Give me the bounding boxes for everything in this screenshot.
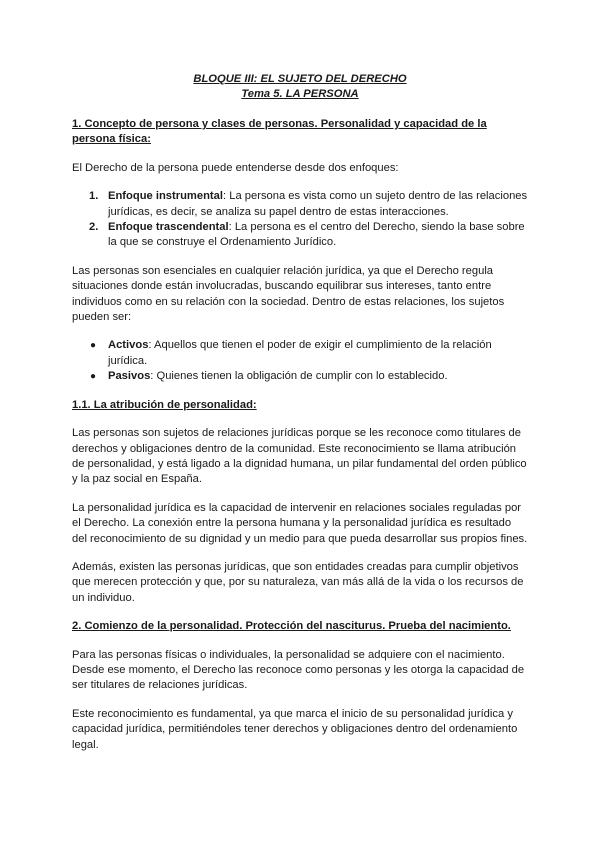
tema-title: Tema 5. LA PERSONA (241, 88, 359, 100)
section-1-paragraph: Las personas son esenciales en cualquier relación jurídica, ya que el Derecho regula situaciones donde están involucradas, buscando equilibrar sus intereses, tanto entre individuos como en su relación con la sociedad. Dentro de estas relaciones, los sujetos pueden ser: (72, 264, 505, 324)
list-number: 2. (89, 221, 99, 234)
document-title (0, 72, 600, 102)
item-text: : Quienes tienen la obligación de cumplir con lo establecido. (150, 370, 448, 383)
paragraph: Además, existen las personas jurídicas, que son entidades creadas para cumplir objetivos que merecen protección y que, por su naturaleza, van más allá de la vida o los recursos de un individuo. (72, 560, 524, 604)
bloque-title: BLOQUE III: EL SUJETO DEL DERECHO (193, 73, 407, 85)
section-1-heading: 1. Concepto de persona y clases de personas. Personalidad y capacidad de la persona física: (72, 118, 487, 146)
paragraph: Este reconocimiento es fundamental, ya que marca el inicio de su personalidad jurídica y capacidad jurídica, permitiéndoles tener derechos y obligaciones dentro del ordenamiento legal. (72, 707, 518, 751)
item-text: : La persona es el centro del Derecho, siendo la base sobre la que se construye el Ordenamiento Jurídico. (108, 221, 525, 249)
list-number: 1. (89, 190, 99, 203)
section-1-intro: El Derecho de la persona puede entenderse desde dos enfoques: (72, 161, 399, 174)
paragraph: Las personas son sujetos de relaciones jurídicas porque se les reconoce como titulares de derechos y obligaciones dentro de la comunidad. Este reconocimiento se llama atribución de personalidad, y está ligado a la dignidad humana, un pilar fundamental del orden público y la paz social en España. (72, 427, 527, 486)
section-2-heading: 2. Comienzo de la personalidad. Protección del nasciturus. Prueba del nacimiento. (72, 620, 511, 633)
document-body (72, 117, 528, 753)
bullet-icon: ● (90, 340, 97, 352)
term: Pasivos (108, 370, 151, 383)
paragraph: La personalidad jurídica es la capacidad de intervenir en relaciones sociales reguladas por el Derecho. La conexión entre la persona humana y la personalidad jurídica es resultado del reconocimiento de su dignidad y un medio para que pueda desarrollar sus propios fines. (72, 501, 528, 545)
section-1-1-heading: 1.1. La atribución de personalidad: (72, 398, 257, 411)
term: Enfoque instrumental (108, 190, 223, 203)
list-item (72, 189, 528, 220)
item-text: : Aquellos que tienen el poder de exigir el cumplimiento de la relación jurídica. (108, 339, 492, 367)
sujetos-list (72, 338, 528, 384)
bullet-icon: ● (90, 371, 97, 383)
enfoques-list (72, 189, 528, 251)
list-item (72, 369, 528, 384)
term: Enfoque trascendental (108, 221, 229, 234)
list-item (72, 220, 528, 251)
term: Activos (108, 339, 149, 352)
item-text: : La persona es vista como un sujeto dentro de las relaciones jurídicas, es decir, se analiza su papel dentro de estas interacciones. (108, 190, 528, 218)
paragraph: Para las personas físicas o individuales, la personalidad se adquiere con el nacimiento. Desde ese momento, el Derecho las reconoce como personas y les otorga la capacidad de ser titulares de relaciones jurídicas. (72, 648, 525, 692)
list-item (72, 338, 528, 369)
